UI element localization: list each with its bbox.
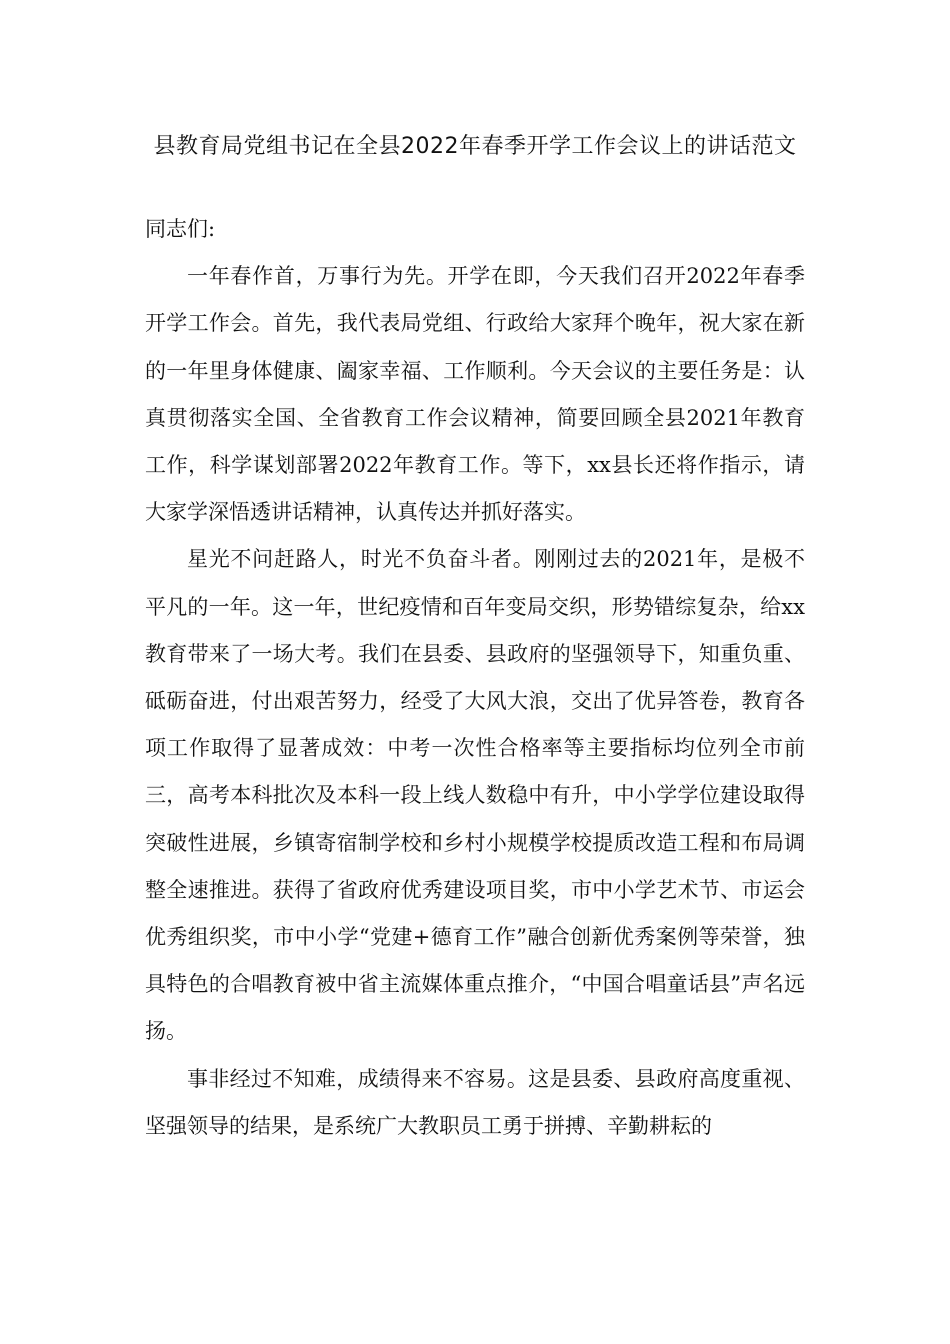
paragraph-achievement-reasons: 事非经过不知难，成绩得来不容易。这是县委、县政府高度重视、坚强领导的结果，是系统广大教职员工勇于拼搏、辛勤耕耘的	[145, 1066, 805, 1138]
document-title: 县教育局党组书记在全县2022年春季开学工作会议上的讲话范文	[153, 134, 797, 159]
paragraph-review: 星光不问赶路人，时光不负奋斗者。刚刚过去的2021年，是极不平凡的一年。这一年，世纪疫情和百年变局交织，形势错综复杂，给xx教育带来了一场大考。我们在县委、县政府的坚强领导下，知重负重、砥砺奋进，付出艰苦努力，经受了大风大浪，交出了优异答卷，教育各项工作取得了显著成效：中考一次性合格率等主要指标均位列全市前三，高考本科批次及本科一段上线人数稳中有升，中小学学位建设取得突破性进展，乡镇寄宿制学校和乡村小规模学校提质改造工程和布局调整全速推进。获得了省政府优秀建设项目奖，市中小学艺术节、市运会优秀组织奖，市中小学“党建+德育工作”融合创新优秀案例等荣誉，独具特色的合唱教育被中省主流媒体重点推介，“中国合唱童话县”声名远扬。	[145, 547, 805, 1044]
document-body	[145, 206, 805, 1150]
paragraph-opening: 一年春作首，万事行为先。开学在即，今天我们召开2022年春季开学工作会。首先，我代表局党组、行政给大家拜个晚年，祝大家在新的一年里身体健康、阖家幸福、工作顺利。今天会议的主要任务是：认真贯彻落实全国、全省教育工作会议精神，简要回顾全县2021年教育工作，科学谋划部署2022年教育工作。等下，xx县长还将作指示，请大家学深悟透讲话精神，认真传达并抓好落实。	[145, 264, 805, 525]
salutation: 同志们:	[145, 217, 216, 241]
